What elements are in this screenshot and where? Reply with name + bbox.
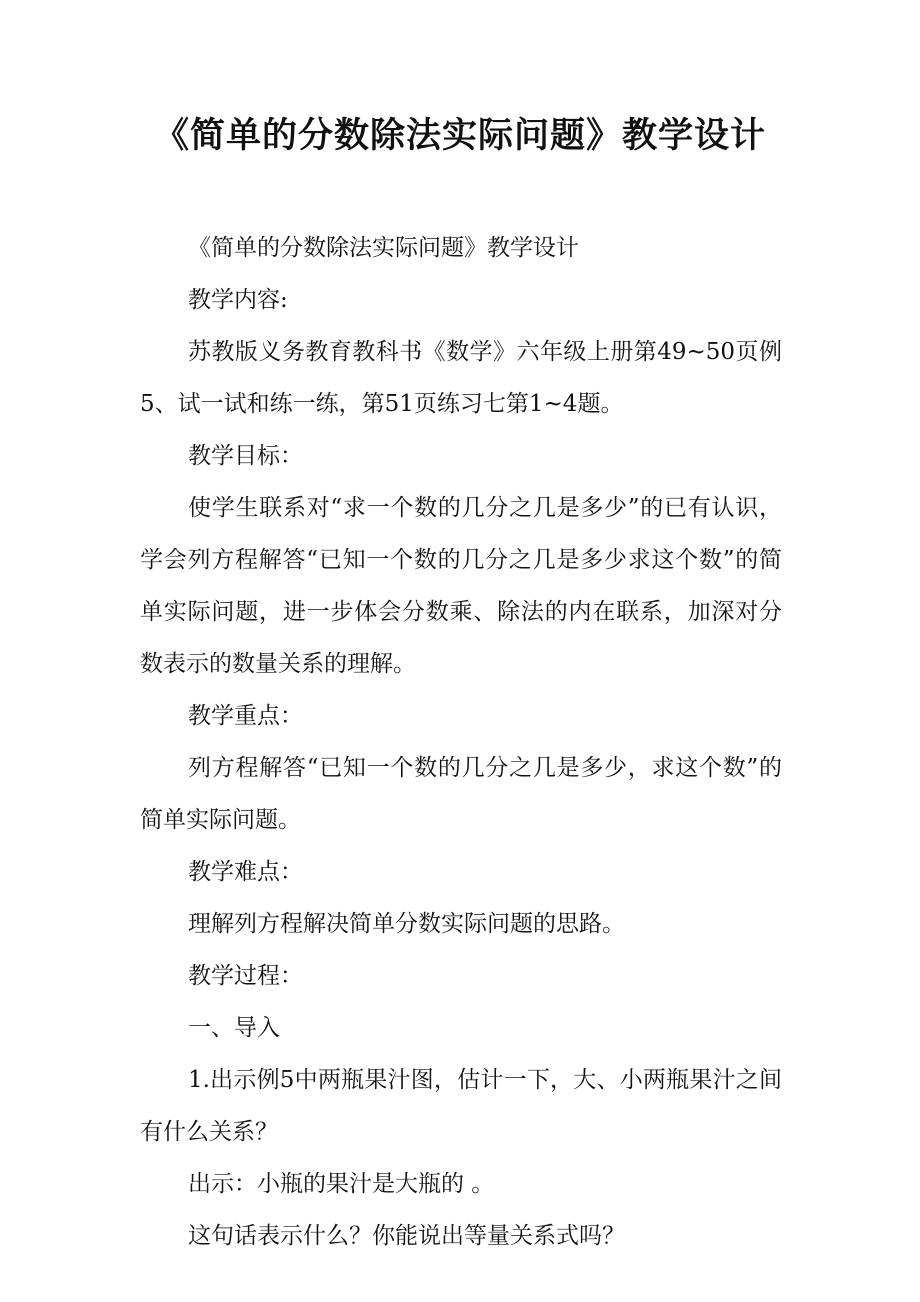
document-body xyxy=(140,222,782,1262)
heading-teaching-process: 教学过程： xyxy=(188,963,303,989)
paragraph-show-statement: 出示：小瓶的果汁是大瓶的 。 xyxy=(188,1171,495,1197)
paragraph-difficulties: 理解列方程解决简单分数实际问题的思路。 xyxy=(188,911,625,937)
document-title: 《简单的分数除法实际问题》教学设计 xyxy=(153,115,766,156)
paragraph-question: 这句话表示什么？你能说出等量关系式吗？ xyxy=(188,1223,625,1249)
heading-teaching-goals: 教学目标： xyxy=(188,443,303,469)
heading-key-points: 教学重点： xyxy=(188,703,303,729)
paragraph-step-1: 1.出示例5中两瓶果汁图，估计一下，大、小两瓶果汁之间有什么关系？ xyxy=(140,1067,782,1145)
paragraph-teaching-goals: 使学生联系对“求一个数的几分之几是多少”的已有认识，学会列方程解答“已知一个数的几分之几是多少求这个数”的简单实际问题，进一步体会分数乘、除法的内在联系，加深对分数表示的数量关系的理解。 xyxy=(140,495,782,677)
heading-introduction: 一、导入 xyxy=(188,1015,280,1041)
paragraph-key-points: 列方程解答“已知一个数的几分之几是多少，求这个数”的简单实际问题。 xyxy=(140,755,782,833)
paragraph-subtitle: 《简单的分数除法实际问题》教学设计 xyxy=(188,235,579,261)
paragraph-teaching-content: 苏教版义务教育教科书《数学》六年级上册第49~50页例5、试一试和练一练，第51页练习七第1~4题。 xyxy=(140,339,782,417)
heading-difficulties: 教学难点： xyxy=(188,859,303,885)
heading-teaching-content: 教学内容: xyxy=(188,287,288,313)
